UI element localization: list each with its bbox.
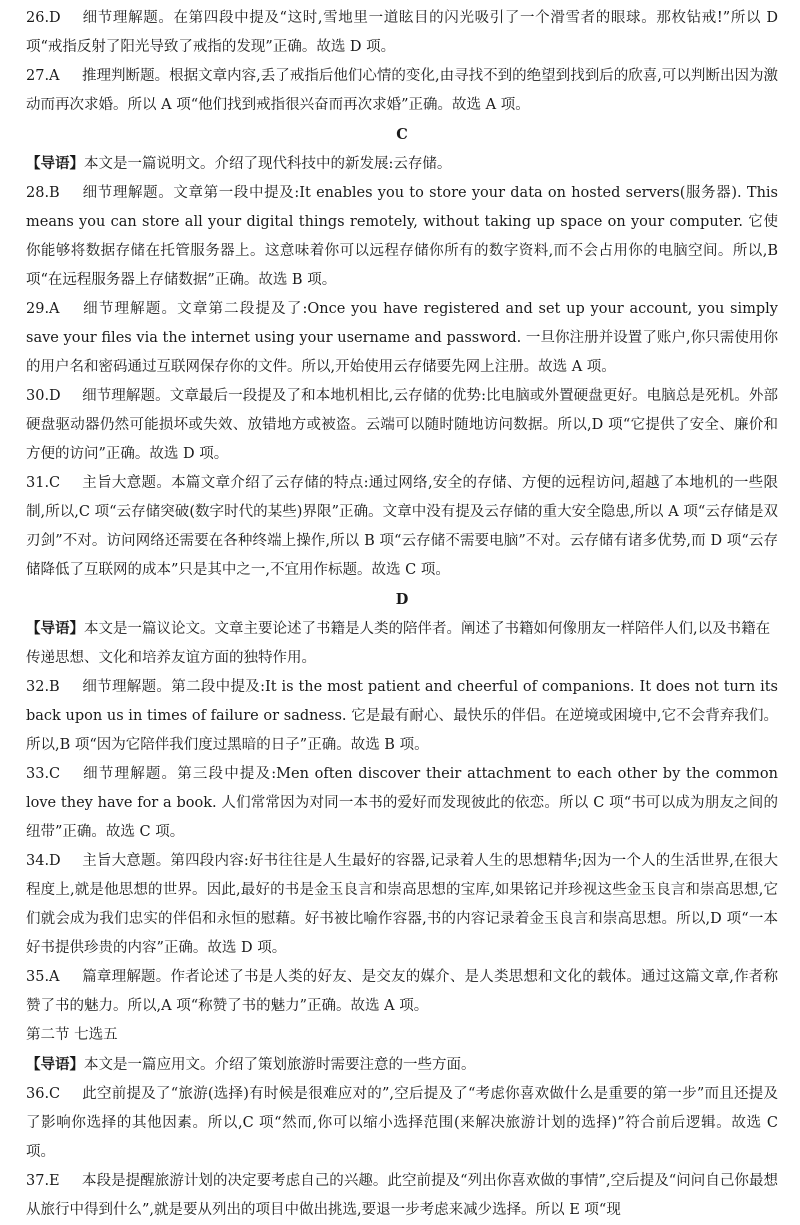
answer-item-29 xyxy=(26,295,778,382)
item-number: 34.D xyxy=(26,853,61,869)
answer-item-34 xyxy=(26,847,778,963)
item-number: 28.B xyxy=(26,185,60,201)
item-text: 细节理解题。在第四段中提及“这时,雪地里一道眩目的闪光吸引了一个滑雪者的眼球。那枚钻戒!”所以 D 项“戒指反射了阳光导致了戒指的发现”正确。故选 D 项。 xyxy=(26,10,778,55)
item-number: 26.D xyxy=(26,10,61,26)
answer-item-31 xyxy=(26,469,778,585)
item-text: 细节理解题。文章最后一段提及了和本地机相比,云存储的优势:比电脑或外置硬盘更好。电脑总是死机。外部硬盘驱动器仍然可能损坏或失效、放错地方或被盗。云端可以随时随地访问数据。所以,D 项“它提供了安全、廉价和方便的访问”正确。故选 D 项。 xyxy=(26,388,778,462)
item-text: 推理判断题。根据文章内容,丢了戒指后他们心情的变化,由寻找不到的绝望到找到后的欣喜,可以判断出因为激动而再次求婚。所以 A 项“他们找到戒指很兴奋而再次求婚”正确。故选 A 项。 xyxy=(26,68,778,113)
item-text: 细节理解题。文章第二段提及了:Once you have registered and set up your account, you simply save your files via the internet using your username and password. 一旦你注册并设置了账户,你只需使用你的用户名和密码通过互联网保存你的文件。所以,开始使用云存储要先网上注册。故选 A 项。 xyxy=(26,301,778,375)
section-letter-c: C xyxy=(396,126,408,143)
answer-item-30 xyxy=(26,382,778,469)
item-number: 35.A xyxy=(26,969,60,985)
item-text: 细节理解题。第二段中提及:It is the most patient and cheerful of companions. It does not turn its back upon us in times of failure or sadness. 它是最有耐心、最快乐的伴侣。在逆境或困境中,它不会背弃我们。所以,B 项“因为它陪伴我们度过黑暗的日子”正确。故选 B 项。 xyxy=(26,679,778,753)
item-number: 31.C xyxy=(26,475,61,491)
item-number: 37.E xyxy=(26,1173,60,1189)
item-number: 27.A xyxy=(26,68,60,84)
item-text: 主旨大意题。本篇文章介绍了云存储的特点:通过网络,安全的存储、方便的远程访问,超越了本地机的一些限制,所以,C 项“云存储突破(数字时代的某些)界限”正确。文章中没有提及云存储的重大安全隐患,所以 A 项“云存储是双刃剑”不对。访问网络还需要在各种终端上操作,所以 B 项“云存储不需要电脑”不对。云存储有诸多优势,而 D 项“云存储降低了互联网的成本”只是其中之一,不宜用作标题。故选 C 项。 xyxy=(26,475,778,578)
answer-item-28 xyxy=(26,179,778,295)
answer-item-37 xyxy=(26,1167,778,1225)
answer-item-26 xyxy=(26,4,778,62)
section-d-intro xyxy=(26,614,778,673)
item-number: 33.C xyxy=(26,766,61,782)
intro-tag: 【导语】 xyxy=(26,155,84,172)
item-text: 主旨大意题。第四段内容:好书往往是人生最好的容器,记录着人生的思想精华;因为一个人的生活世界,在很大程度上,就是他思想的世界。因此,最好的书是金玉良言和崇高思想的宝库,如果铭记并珍视这些金玉良言和崇高思想,它们就会成为我们忠实的伴侣和永恒的慰藉。好书被比喻作容器,书的内容记录着金玉良言和崇高思想。所以,D 项“一本好书提供珍贵的内容”正确。故选 D 项。 xyxy=(26,853,778,956)
answer-item-35 xyxy=(26,963,778,1021)
intro-text: 本文是一篇应用文。介绍了策划旅游时需要注意的一些方面。 xyxy=(84,1057,476,1073)
intro-tag: 【导语】 xyxy=(26,1056,84,1073)
intro-tag: 【导语】 xyxy=(26,620,84,637)
item-text: 本段是提醒旅游计划的决定要考虑自己的兴趣。此空前提及“列出你喜欢做的事情”,空后提及“问问自己你最想从旅行中得到什么”,就是要从列出的项目中做出挑选,要退一步考虑来减少选择。所以 E 项“现 xyxy=(26,1173,778,1218)
answer-item-32 xyxy=(26,673,778,760)
item-number: 30.D xyxy=(26,388,61,404)
item-text: 细节理解题。文章第一段中提及:It enables you to store your data on hosted servers(服务器). This means you can store all your digital things remotely, without taking up space on your computer. 它使你能够将数据存储在托管服务器上。这意味着你可以远程存储你所有的数字资料,而不会占用你的电脑空间。所以,B 项“在远程服务器上存储数据”正确。故选 B 项。 xyxy=(26,185,778,288)
item-number: 29.A xyxy=(26,301,60,317)
item-number: 32.B xyxy=(26,679,60,695)
item-text: 篇章理解题。作者论述了书是人类的好友、是交友的媒介、是人类思想和文化的载体。通过这篇文章,作者称赞了书的魅力。所以,A 项“称赞了书的魅力”正确。故选 A 项。 xyxy=(26,969,778,1014)
section-two-intro xyxy=(26,1050,778,1080)
section-letter-d: D xyxy=(395,591,409,608)
answer-item-33 xyxy=(26,760,778,847)
section-c-intro xyxy=(26,149,778,179)
intro-text: 本文是一篇说明文。介绍了现代科技中的新发展:云存储。 xyxy=(84,156,452,172)
answer-item-27 xyxy=(26,62,778,120)
item-text: 此空前提及了“旅游(选择)有时候是很难应对的”,空后提及了“考虑你喜欢做什么是重要的第一步”而且还提及了影响你选择的其他因素。所以,C 项“然而,你可以缩小选择范围(来解决旅游计划的选择)”符合前后逻辑。故选 C 项。 xyxy=(26,1086,778,1160)
intro-text: 本文是一篇议论文。文章主要论述了书籍是人类的陪伴者。阐述了书籍如何像朋友一样陪伴人们,以及书籍在传递思想、文化和培养友谊方面的独特作用。 xyxy=(26,621,771,666)
section-two-heading: 第二节 七选五 xyxy=(26,1027,118,1043)
item-text: 细节理解题。第三段中提及:Men often discover their attachment to each other by the common love they have for a book. 人们常常因为对同一本书的爱好而发现彼此的依恋。所以 C 项“书可以成为朋友之间的纽带”正确。故选 C 项。 xyxy=(26,766,778,840)
answer-item-36 xyxy=(26,1080,778,1167)
item-number: 36.C xyxy=(26,1086,61,1102)
